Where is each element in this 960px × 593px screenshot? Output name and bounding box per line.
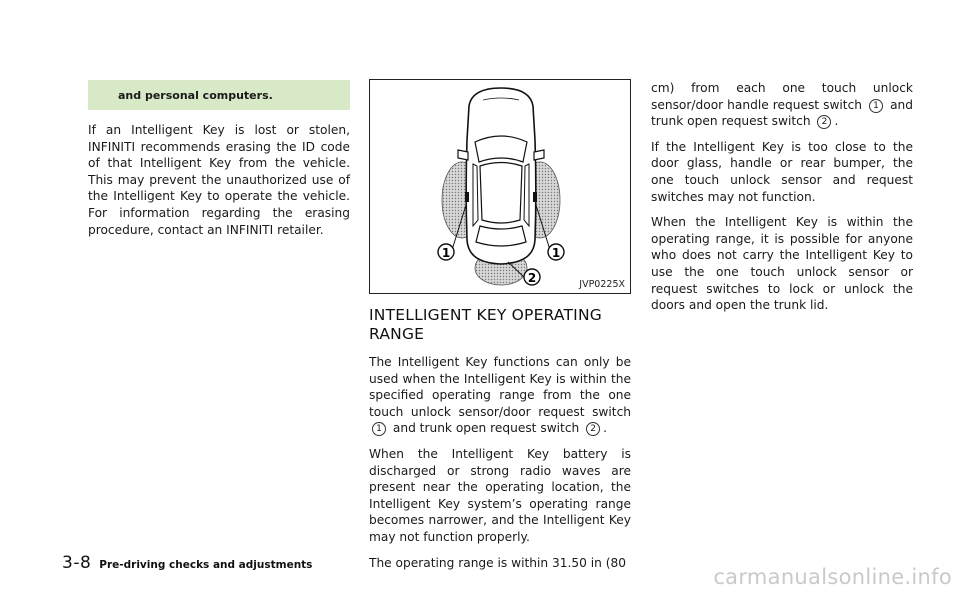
car-rear-window <box>476 226 526 246</box>
paragraph-operating-range <box>369 354 631 437</box>
mirror-left <box>458 150 468 160</box>
left-column <box>88 80 350 247</box>
paragraph-battery: When the Intelligent Key battery is discharged or strong radio waves are present near the operating location, the Intelligent Key system’s operating range becomes narrower, and the Intelligent Key may not function properly. <box>369 446 631 544</box>
callout-label: 1 <box>441 246 451 260</box>
callout-badge-2: 2 <box>586 422 600 436</box>
note-box <box>88 80 350 110</box>
callout-1-right <box>548 244 564 260</box>
car-side-window-left <box>473 164 478 226</box>
section-heading <box>369 306 631 343</box>
paragraph-range-distance: The operating range is within 31.50 in (80 <box>369 555 626 570</box>
figure-code: JVP0225X <box>579 279 625 290</box>
paragraph-too-close: If the Intelligent Key is too close to the door glass, handle or rear bumper, the one touch unlock sensor and request switches may not function. <box>651 139 913 204</box>
paragraph-range-continued <box>651 80 913 130</box>
mirror-right <box>534 150 544 160</box>
callout-badge-2: 2 <box>817 115 831 129</box>
paragraph-lost-key: If an Intelligent Key is lost or stolen, INFINITI recommends erasing the ID code of that Intelligent Key from the vehicle. This may prevent the unauthorized use of the Intelligent Key to operate the vehicle. For information regarding the erasing procedure, contact an INFINITI retailer. <box>88 123 350 237</box>
callout-1-left <box>438 244 454 260</box>
car-diagram <box>370 80 632 295</box>
middle-column <box>369 306 631 580</box>
callout-label: 1 <box>551 246 561 260</box>
car-side-window-right <box>524 164 529 226</box>
text: and trunk open request switch <box>392 421 580 436</box>
text: cm) from each one touch unlock sensor/door handle request switch <box>651 81 913 112</box>
section-title: Pre-driving checks and adjustments <box>99 559 313 571</box>
paragraph-anyone-can-use: When the Intelligent Key is within the operating range, it is possible for anyone who does not carry the Intelligent Key to use the one touch unlock sensor or request switches to lock or unlock the doors and open the trunk lid. <box>651 215 913 313</box>
callout-badge-1: 1 <box>372 422 386 436</box>
door-handle-left <box>465 192 469 202</box>
page-number: 3-8 <box>62 553 92 573</box>
text: . <box>603 421 607 436</box>
callout-badge-1: 1 <box>869 99 883 113</box>
note-text: and personal computers. <box>118 89 273 102</box>
figure-operating-range <box>369 79 631 294</box>
heading-line-2: RANGE <box>369 324 425 343</box>
text: . <box>834 114 839 129</box>
car-windshield <box>475 136 527 162</box>
callout-2-rear <box>524 269 540 285</box>
car-roof <box>480 163 522 224</box>
page-footer <box>62 553 312 573</box>
callout-label: 2 <box>527 271 537 285</box>
right-column <box>651 80 913 323</box>
door-handle-right <box>533 192 537 202</box>
text: and trunk open request switch <box>651 97 913 129</box>
text: The Intelligent Key functions can only be used when the Intelligent Key is within the specified operating range from the one touch unlock sensor/door request switch <box>369 355 631 419</box>
watermark[interactable]: carmanualsonline.info <box>713 565 952 589</box>
heading-line-1: INTELLIGENT KEY OPERATING <box>369 306 602 324</box>
